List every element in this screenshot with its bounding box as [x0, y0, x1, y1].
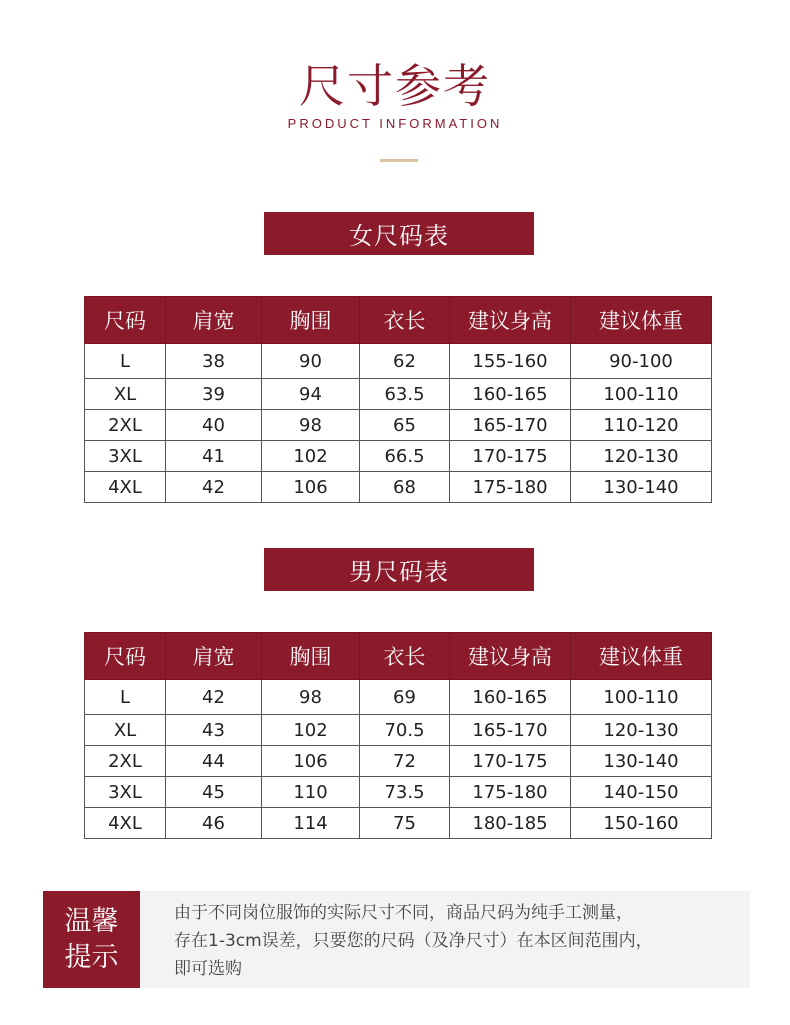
table-cell: 106: [262, 472, 360, 503]
tips-box: [43, 891, 750, 988]
table-cell: 175-180: [450, 472, 571, 503]
page-title: 尺寸参考: [299, 59, 491, 113]
header-weight: 建议体重: [571, 297, 712, 344]
tips-label-line: 温馨: [64, 905, 119, 937]
table-row: [85, 746, 712, 777]
table-cell: 102: [262, 715, 360, 746]
tips-text-line: 即可选购: [174, 959, 242, 979]
table-cell: 63.5: [360, 379, 450, 410]
table-cell: 66.5: [360, 441, 450, 472]
table-row: [85, 410, 712, 441]
table-cell: 120-130: [571, 715, 712, 746]
table-cell: 44: [166, 746, 262, 777]
table-cell: 68: [360, 472, 450, 503]
table-cell: 110-120: [571, 410, 712, 441]
table-cell: 42: [166, 680, 262, 715]
table-cell: 90-100: [571, 344, 712, 379]
table-row: [85, 715, 712, 746]
table-cell: 165-170: [450, 410, 571, 441]
table-cell: 98: [262, 410, 360, 441]
table-header-row: [85, 297, 712, 344]
table-row: [85, 472, 712, 503]
header-size: 尺码: [85, 297, 166, 344]
table-cell: 155-160: [450, 344, 571, 379]
tips-text-line: 由于不同岗位服饰的实际尺寸不同，商品尺码为纯手工测量，: [174, 903, 633, 923]
table-cell: L: [85, 344, 166, 379]
table-cell: 4XL: [85, 808, 166, 839]
table-cell: 62: [360, 344, 450, 379]
table-cell: 75: [360, 808, 450, 839]
header-shoulder: 肩宽: [166, 297, 262, 344]
table-cell: 65: [360, 410, 450, 441]
header-size: 尺码: [85, 633, 166, 680]
table-cell: 4XL: [85, 472, 166, 503]
table-cell: 100-110: [571, 680, 712, 715]
header-chest: 胸围: [262, 297, 360, 344]
table-cell: 69: [360, 680, 450, 715]
table-cell: 175-180: [450, 777, 571, 808]
table-cell: 150-160: [571, 808, 712, 839]
table-cell: 160-165: [450, 379, 571, 410]
table-cell: 165-170: [450, 715, 571, 746]
tips-text-line: 存在1-3cm误差，只要您的尺码（及净尺寸）在本区间范围内，: [174, 931, 653, 951]
table-cell: 102: [262, 441, 360, 472]
men-size-banner: 男尺码表: [264, 548, 534, 591]
header-weight: 建议体重: [571, 633, 712, 680]
table-cell: 90: [262, 344, 360, 379]
tips-text: [174, 899, 734, 983]
table-cell: 72: [360, 746, 450, 777]
table-cell: 106: [262, 746, 360, 777]
women-size-table: [84, 296, 712, 503]
table-row: [85, 441, 712, 472]
table-cell: XL: [85, 715, 166, 746]
table-cell: 41: [166, 441, 262, 472]
table-row: [85, 344, 712, 379]
table-cell: 39: [166, 379, 262, 410]
men-size-table: [84, 632, 712, 839]
table-cell: 130-140: [571, 472, 712, 503]
table-cell: 2XL: [85, 746, 166, 777]
tips-label-line: 提示: [64, 941, 119, 973]
table-cell: 2XL: [85, 410, 166, 441]
table-cell: L: [85, 680, 166, 715]
table-cell: 70.5: [360, 715, 450, 746]
header-shoulder: 肩宽: [166, 633, 262, 680]
table-cell: 120-130: [571, 441, 712, 472]
header-chest: 胸围: [262, 633, 360, 680]
table-row: [85, 777, 712, 808]
table-row: [85, 680, 712, 715]
table-cell: 3XL: [85, 777, 166, 808]
page-subtitle: PRODUCT INFORMATION: [287, 116, 503, 131]
table-cell: 170-175: [450, 746, 571, 777]
table-cell: 3XL: [85, 441, 166, 472]
table-cell: 73.5: [360, 777, 450, 808]
tips-label: [43, 891, 140, 988]
table-header-row: [85, 633, 712, 680]
header-height: 建议身高: [450, 633, 571, 680]
table-cell: 160-165: [450, 680, 571, 715]
table-cell: 114: [262, 808, 360, 839]
header-length: 衣长: [360, 633, 450, 680]
table-cell: 130-140: [571, 746, 712, 777]
table-cell: 98: [262, 680, 360, 715]
table-cell: 46: [166, 808, 262, 839]
table-cell: 140-150: [571, 777, 712, 808]
table-cell: 110: [262, 777, 360, 808]
table-cell: 94: [262, 379, 360, 410]
table-cell: 170-175: [450, 441, 571, 472]
table-cell: 100-110: [571, 379, 712, 410]
table-cell: 40: [166, 410, 262, 441]
table-row: [85, 379, 712, 410]
divider-line: [380, 159, 418, 162]
table-row: [85, 808, 712, 839]
header-length: 衣长: [360, 297, 450, 344]
women-size-banner: 女尺码表: [264, 212, 534, 255]
table-cell: XL: [85, 379, 166, 410]
table-cell: 38: [166, 344, 262, 379]
table-cell: 43: [166, 715, 262, 746]
table-cell: 42: [166, 472, 262, 503]
header-height: 建议身高: [450, 297, 571, 344]
table-cell: 45: [166, 777, 262, 808]
table-cell: 180-185: [450, 808, 571, 839]
